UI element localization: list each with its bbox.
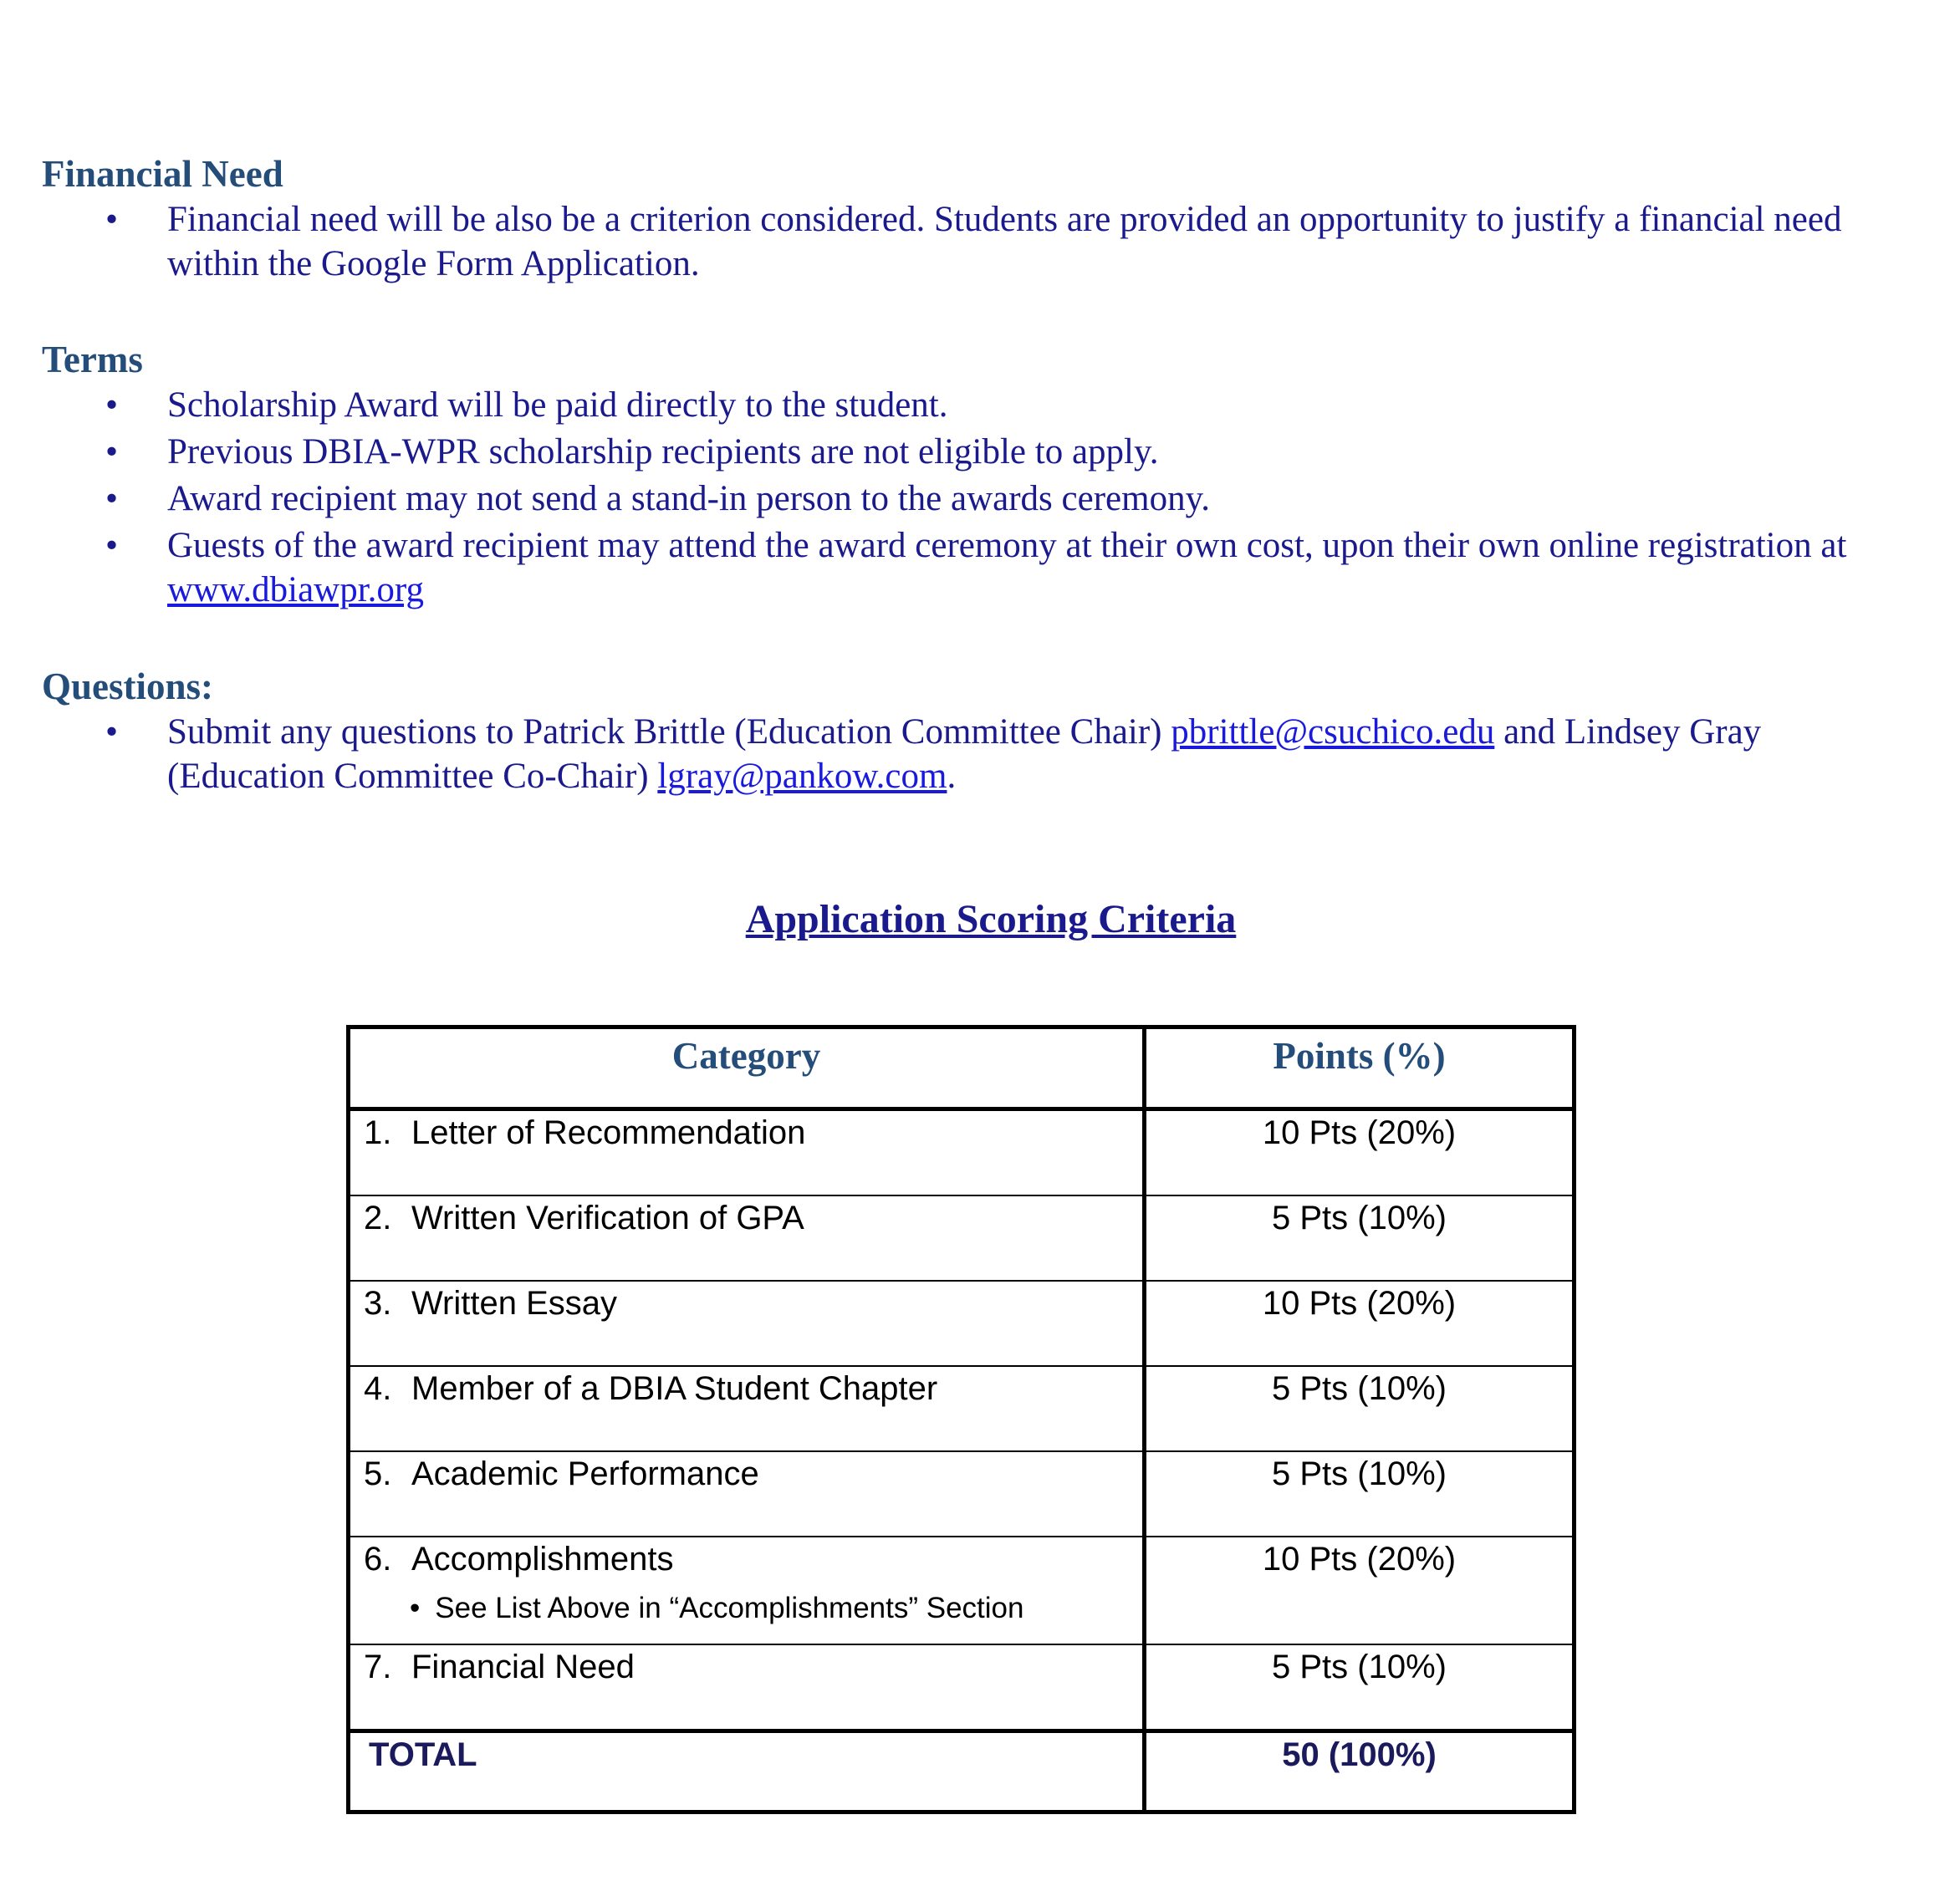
questions-heading: Questions: — [42, 665, 214, 707]
terms-item-text: Previous DBIA-WPR scholarship recipients are not eligible to apply. — [167, 432, 1159, 472]
terms-section — [42, 336, 1898, 614]
list-item — [42, 523, 1898, 612]
questions-section — [42, 663, 1898, 801]
bullet-icon: • — [410, 1592, 421, 1624]
category-cell — [349, 1537, 1145, 1644]
category-label: Written Essay — [411, 1285, 617, 1322]
table-row — [349, 1537, 1575, 1644]
category-label: Letter of Recommendation — [411, 1114, 806, 1151]
row-number: 7. — [364, 1649, 392, 1685]
row-number: 3. — [364, 1285, 392, 1322]
financial-need-section — [42, 150, 1898, 288]
financial-need-heading: Financial Need — [42, 153, 283, 195]
points-cell: 5 Pts (10%) — [1145, 1644, 1575, 1731]
row-number: 1. — [364, 1114, 392, 1151]
category-cell — [349, 1109, 1145, 1196]
points-cell: 10 Pts (20%) — [1145, 1109, 1575, 1196]
category-label: Accomplishments — [411, 1541, 674, 1578]
total-points: 50 (100%) — [1145, 1731, 1575, 1812]
table-row — [349, 1281, 1575, 1366]
terms-guests-text: Guests of the award recipient may attend the award ceremony at their own cost, upon their own online registration at — [167, 526, 1847, 565]
table-row — [349, 1195, 1575, 1281]
row-number: 6. — [364, 1541, 392, 1578]
questions-text-2: and Lindsey Gray (Education Committee Co-Chair) — [167, 712, 1762, 796]
category-label: Member of a DBIA Student Chapter — [411, 1370, 938, 1407]
list-item — [42, 383, 1898, 427]
bullet-icon: • — [105, 526, 119, 565]
list-item — [42, 710, 1898, 798]
category-cell — [349, 1195, 1145, 1281]
lgray-email-link[interactable]: lgray@pankow.com — [657, 757, 947, 796]
category-cell — [349, 1451, 1145, 1537]
category-sub-label: See List Above in “Accomplishments” Section — [435, 1592, 1024, 1624]
bullet-icon: • — [105, 432, 119, 472]
scoring-criteria-title: Application Scoring Criteria — [745, 897, 1237, 941]
category-column-header: Category — [349, 1027, 1145, 1109]
terms-heading: Terms — [42, 339, 143, 380]
category-cell — [349, 1366, 1145, 1451]
category-label: Written Verification of GPA — [411, 1200, 804, 1236]
category-sub-item — [364, 1592, 1142, 1644]
points-cell: 10 Pts (20%) — [1145, 1281, 1575, 1366]
category-cell — [349, 1644, 1145, 1731]
bullet-icon: • — [105, 712, 119, 752]
points-cell: 5 Pts (10%) — [1145, 1451, 1575, 1537]
row-number: 5. — [364, 1455, 392, 1492]
total-label: TOTAL — [349, 1731, 1145, 1812]
terms-item-text: Award recipient may not send a stand-in person to the awards ceremony. — [167, 479, 1211, 518]
list-item — [42, 430, 1898, 474]
financial-need-text: Financial need will be also be a criterion considered. Students are provided an opportunity to justify a financial need within the Google Form Application. — [167, 200, 1842, 283]
bullet-icon: • — [105, 200, 119, 239]
bullet-icon: • — [105, 479, 119, 518]
points-column-header: Points (%) — [1145, 1027, 1575, 1109]
questions-text-3: . — [947, 757, 957, 796]
dbiawpr-website-link[interactable]: www.dbiawpr.org — [167, 570, 424, 609]
points-cell: 5 Pts (10%) — [1145, 1366, 1575, 1451]
table-row — [349, 1366, 1575, 1451]
table-header-row — [349, 1027, 1575, 1109]
table-row — [349, 1451, 1575, 1537]
row-number: 4. — [364, 1370, 392, 1407]
total-row — [349, 1731, 1575, 1812]
category-cell — [349, 1281, 1145, 1366]
terms-item-text: Scholarship Award will be paid directly to the student. — [167, 385, 948, 425]
table-row — [349, 1644, 1575, 1731]
financial-need-list — [42, 197, 1898, 286]
list-item — [42, 197, 1898, 286]
questions-list — [42, 710, 1898, 798]
row-number: 2. — [364, 1200, 392, 1236]
category-label: Academic Performance — [411, 1455, 759, 1492]
bullet-icon: • — [105, 385, 119, 425]
points-cell: 10 Pts (20%) — [1145, 1537, 1575, 1644]
scoring-criteria-table — [346, 1025, 1576, 1814]
pbrittle-email-link[interactable]: pbrittle@csuchico.edu — [1171, 712, 1495, 752]
category-label: Financial Need — [411, 1649, 635, 1685]
terms-list — [42, 383, 1898, 612]
questions-text-1: Submit any questions to Patrick Brittle (Education Committee Chair) — [167, 712, 1171, 752]
points-cell: 5 Pts (10%) — [1145, 1195, 1575, 1281]
list-item — [42, 477, 1898, 521]
table-row — [349, 1109, 1575, 1196]
